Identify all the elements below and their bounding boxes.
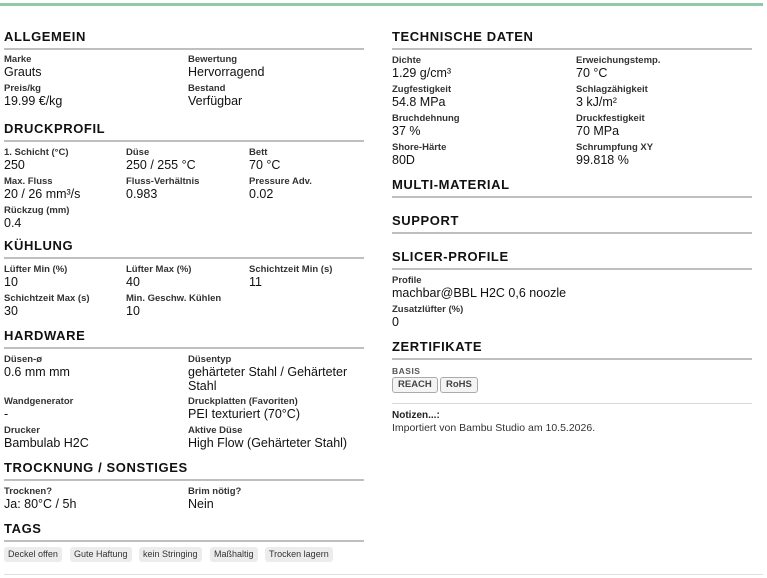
elongation-value: 37 % xyxy=(392,124,421,138)
field-rating xyxy=(188,54,264,79)
layer-time-max-value: 30 xyxy=(4,304,18,318)
extra-fan-value: 0 xyxy=(392,315,399,329)
wall-generator-label: Wandgenerator xyxy=(4,396,74,407)
impact-strength-value: 3 kJ/m² xyxy=(576,95,617,109)
retraction-value: 0.4 xyxy=(4,216,22,230)
tag-item: Maßhaltig xyxy=(210,547,258,562)
printer-label: Drucker xyxy=(4,425,40,436)
nozzle-diameter-value: 0.6 mm mm xyxy=(4,365,70,379)
flow-ratio-label: Fluss-Verhältnis xyxy=(126,176,200,187)
density-label: Dichte xyxy=(392,55,422,66)
section-title-print: DRUCKPROFIL xyxy=(4,121,364,142)
slicer-profile-value: machbar@BBL H2C 0,6 noozle xyxy=(392,286,567,300)
pressure-advance-value: 0.02 xyxy=(249,187,274,201)
top-accent-bar xyxy=(0,0,763,6)
field-nozzle-temp xyxy=(126,147,196,172)
nozzle-diameter-label: Düsen-ø xyxy=(4,354,42,365)
bed-temp-label: Bett xyxy=(249,147,268,158)
nozzle-type-value: gehärteter Stahl / Gehärteter Stahl xyxy=(188,365,348,393)
max-flow-value: 20 / 26 mm³/s xyxy=(4,187,81,201)
notes-divider xyxy=(392,403,752,404)
first-layer-value: 250 xyxy=(4,158,25,172)
field-slicer-profile xyxy=(392,275,566,300)
field-first-layer xyxy=(4,147,69,172)
field-brand xyxy=(4,54,42,79)
section-title-cooling: KÜHLUNG xyxy=(4,238,364,259)
price-label: Preis/kg xyxy=(4,83,41,94)
field-retraction xyxy=(4,205,69,230)
shore-hardness-label: Shore-Härte xyxy=(392,142,447,153)
compressive-strength-label: Druckfestigkeit xyxy=(576,113,645,124)
notes-text: Importiert von Bambu Studio am 10.5.2026. xyxy=(392,422,596,434)
section-title-slicer: SLICER-PROFILE xyxy=(392,249,752,270)
field-build-plates xyxy=(188,396,300,421)
field-softening-temp xyxy=(576,55,660,80)
rating-value: Hervorragend xyxy=(188,65,265,79)
field-density xyxy=(392,55,451,80)
build-plates-value: PEI texturiert (70°C) xyxy=(188,407,300,421)
field-fan-min xyxy=(4,264,67,289)
layer-time-min-label: Schichtzeit Min (s) xyxy=(249,264,333,275)
field-layer-time-max xyxy=(4,293,90,318)
shore-hardness-value: 80D xyxy=(392,153,415,167)
section-title-support: SUPPORT xyxy=(392,213,752,234)
elongation-label: Bruchdehnung xyxy=(392,113,460,124)
fan-max-label: Lüfter Max (%) xyxy=(126,264,192,275)
section-title-drying: TROCKNUNG / SONSTIGES xyxy=(4,460,364,481)
build-plates-label: Druckplatten (Favoriten) xyxy=(188,396,298,407)
field-brim xyxy=(188,486,241,511)
bed-temp-value: 70 °C xyxy=(249,158,281,172)
layer-time-min-value: 11 xyxy=(249,275,262,289)
tensile-strength-label: Zugfestigkeit xyxy=(392,84,452,95)
bottom-divider xyxy=(4,574,763,575)
field-price xyxy=(4,83,62,108)
tag-item: kein Stringing xyxy=(139,547,202,562)
field-max-flow xyxy=(4,176,80,201)
field-pressure-advance xyxy=(249,176,312,201)
field-nozzle-type xyxy=(188,354,364,393)
field-bed-temp xyxy=(249,147,280,172)
wall-generator-value: - xyxy=(4,407,9,421)
max-flow-label: Max. Fluss xyxy=(4,176,53,187)
field-stock xyxy=(188,83,242,108)
field-fan-max xyxy=(126,264,191,289)
printer-value: Bambulab H2C xyxy=(4,436,89,450)
notes-title: Notizen...: xyxy=(392,410,440,421)
retraction-label: Rückzug (mm) xyxy=(4,205,70,216)
shrinkage-label: Schrumpfung XY xyxy=(576,142,654,153)
impact-strength-label: Schlagzähigkeit xyxy=(576,84,648,95)
cert-badge: RoHS xyxy=(440,377,478,393)
min-cooling-speed-label: Min. Geschw. Kühlen xyxy=(126,293,222,304)
density-value: 1.29 g/cm³ xyxy=(392,66,452,80)
field-drying xyxy=(4,486,76,511)
nozzle-type-label: Düsentyp xyxy=(188,354,232,365)
cert-badge: REACH xyxy=(392,377,438,393)
tag-item: Trocken lagern xyxy=(265,547,333,562)
tag-item: Deckel offen xyxy=(4,547,62,562)
field-layer-time-min xyxy=(249,264,332,289)
fan-min-label: Lüfter Min (%) xyxy=(4,264,68,275)
price-value: 19.99 €/kg xyxy=(4,94,63,108)
field-extra-fan xyxy=(392,304,463,329)
active-nozzle-value: High Flow (Gehärteter Stahl) xyxy=(188,436,348,450)
drying-value: Ja: 80°C / 5h xyxy=(4,497,77,511)
nozzle-temp-label: Düse xyxy=(126,147,150,158)
softening-temp-label: Erweichungstemp. xyxy=(576,55,661,66)
field-tensile-strength xyxy=(392,84,451,109)
fan-max-value: 40 xyxy=(126,275,140,289)
brand-label: Marke xyxy=(4,54,32,65)
field-min-cooling-speed xyxy=(126,293,221,318)
layer-time-max-label: Schichtzeit Max (s) xyxy=(4,293,90,304)
section-title-tags: TAGS xyxy=(4,521,364,542)
field-impact-strength xyxy=(576,84,648,109)
stock-label: Bestand xyxy=(188,83,226,94)
section-title-hardware: HARDWARE xyxy=(4,328,364,349)
section-title-technical: TECHNISCHE DATEN xyxy=(392,29,752,50)
tag-item: Gute Haftung xyxy=(70,547,132,562)
field-printer xyxy=(4,425,89,450)
section-title-general: ALLGEMEIN xyxy=(4,29,364,50)
field-wall-generator xyxy=(4,396,73,421)
softening-temp-value: 70 °C xyxy=(576,66,608,80)
field-compressive-strength xyxy=(576,113,645,138)
pressure-advance-label: Pressure Adv. xyxy=(249,176,312,187)
fan-min-value: 10 xyxy=(4,275,18,289)
drying-label: Trocknen? xyxy=(4,486,53,497)
nozzle-temp-value: 250 / 255 °C xyxy=(126,158,196,172)
shrinkage-value: 99.818 % xyxy=(576,153,629,167)
brim-label: Brim nötig? xyxy=(188,486,242,497)
brim-value: Nein xyxy=(188,497,214,511)
rating-label: Bewertung xyxy=(188,54,238,65)
stock-value: Verfügbar xyxy=(188,94,243,108)
section-title-certificates: ZERTIFIKATE xyxy=(392,339,752,360)
brand-value: Grauts xyxy=(4,65,42,79)
extra-fan-label: Zusatzlüfter (%) xyxy=(392,304,464,315)
tensile-strength-value: 54.8 MPa xyxy=(392,95,446,109)
section-title-multi-material: MULTI-MATERIAL xyxy=(392,177,752,198)
cert-basis-label: BASIS xyxy=(392,366,421,376)
min-cooling-speed-value: 10 xyxy=(126,304,140,318)
field-shore-hardness xyxy=(392,142,446,167)
field-nozzle-diameter xyxy=(4,354,70,379)
flow-ratio-value: 0.983 xyxy=(126,187,158,201)
slicer-profile-label: Profile xyxy=(392,275,422,286)
active-nozzle-label: Aktive Düse xyxy=(188,425,243,436)
first-layer-label: 1. Schicht (°C) xyxy=(4,147,69,158)
field-flow-ratio xyxy=(126,176,199,201)
compressive-strength-value: 70 MPa xyxy=(576,124,620,138)
field-elongation xyxy=(392,113,460,138)
field-active-nozzle xyxy=(188,425,347,450)
field-shrinkage xyxy=(576,142,653,167)
